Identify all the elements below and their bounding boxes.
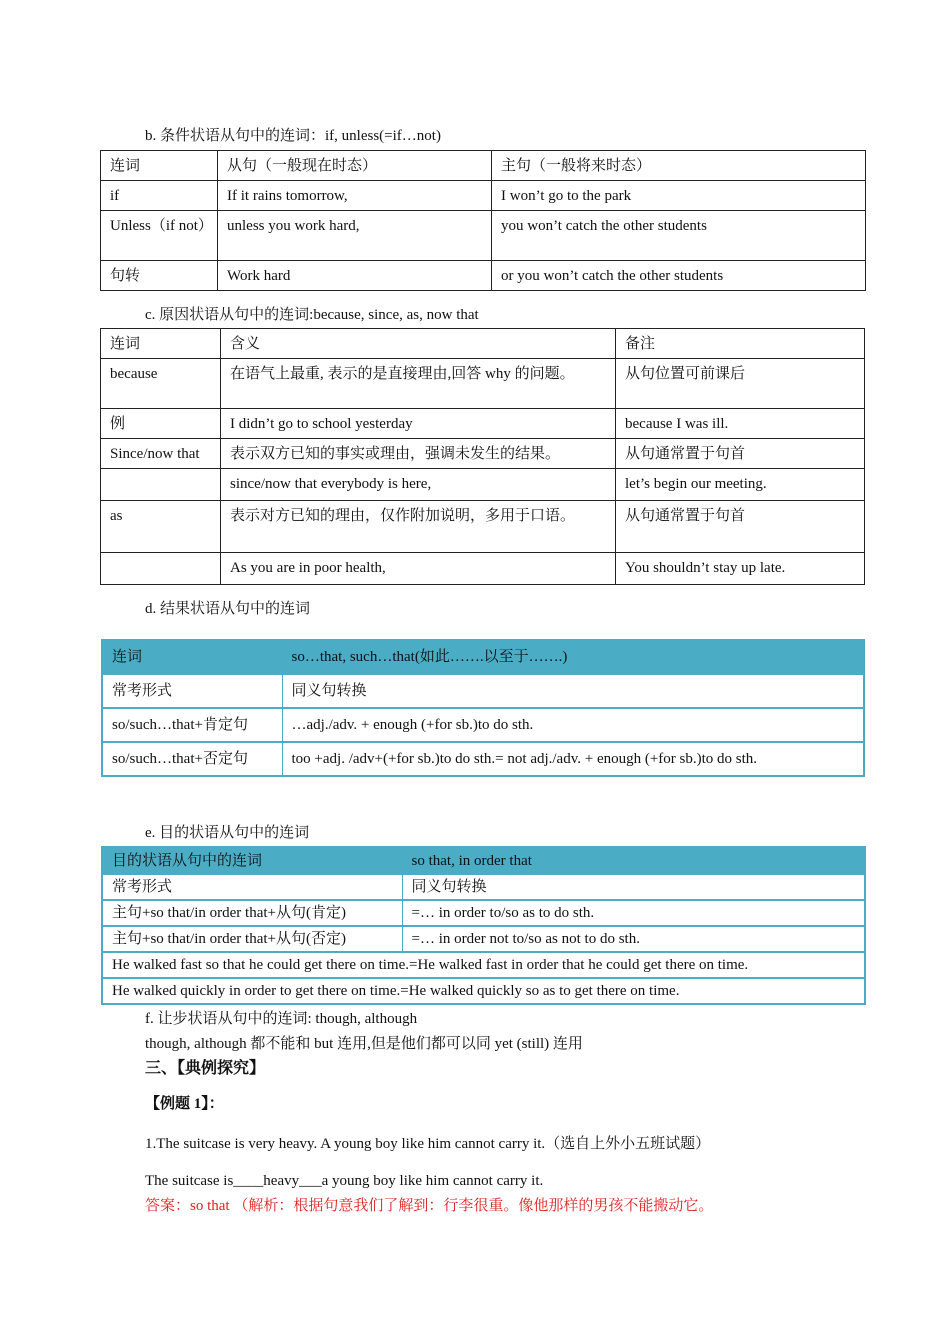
header-cell: 含义 xyxy=(221,329,616,359)
table-row xyxy=(101,359,865,409)
table-row xyxy=(101,181,866,211)
table-row xyxy=(101,409,865,439)
table-cell: or you won’t catch the other students xyxy=(492,261,866,291)
table-cell: so/such…that+肯定句 xyxy=(102,708,282,742)
table-cell xyxy=(101,553,221,585)
example-blank-line: The suitcase is____heavy___a young boy like him cannot carry it. xyxy=(145,1173,544,1189)
purpose-conjunction-table xyxy=(101,846,866,1005)
table-cell: unless you work hard, xyxy=(218,211,492,261)
table-cell: 常考形式 xyxy=(102,674,282,708)
table-cell: you won’t catch the other students xyxy=(492,211,866,261)
table-cell: because I was ill. xyxy=(616,409,865,439)
table-row xyxy=(102,674,864,708)
table-cell: 常考形式 xyxy=(102,874,402,900)
table-cell: =… in order not to/so as not to do sth. xyxy=(402,926,865,952)
section-c-heading: c. 原因状语从句中的连词:because, since, as, now that xyxy=(145,307,479,323)
table-cell: He walked fast so that he could get there on time.=He walked fast in order that he could get there on time. xyxy=(102,952,865,978)
section-title: 三、【典例探究】 xyxy=(145,1060,266,1077)
table-cell: let’s begin our meeting. xyxy=(616,469,865,501)
table-cell: If it rains tomorrow, xyxy=(218,181,492,211)
table-row xyxy=(102,900,865,926)
table-cell: because xyxy=(101,359,221,409)
table-cell: 主句+so that/in order that+从句(否定) xyxy=(102,926,402,952)
table-cell: 同义句转换 xyxy=(282,674,864,708)
table-cell: 句转 xyxy=(101,261,218,291)
result-conjunction-table xyxy=(101,639,865,777)
table-row xyxy=(101,469,865,501)
table-cell: too +adj. /adv+(+for sb.)to do sth.= not adj./adv. + enough (+for sb.)to do sth. xyxy=(282,742,864,776)
table-cell: 在语气上最重, 表示的是直接理由,回答 why 的问题。 xyxy=(221,359,616,409)
table-cell: 表示双方已知的事实或理由，强调未发生的结果。 xyxy=(221,439,616,469)
table-row xyxy=(101,553,865,585)
table-cell: Work hard xyxy=(218,261,492,291)
header-cell: 主句（一般将来时态） xyxy=(492,151,866,181)
cause-conjunction-table xyxy=(100,328,865,585)
header-cell: 连词 xyxy=(101,329,221,359)
table-cell: so/such…that+否定句 xyxy=(102,742,282,776)
table-row xyxy=(102,952,865,978)
table-row xyxy=(101,501,865,553)
section-b-heading: b. 条件状语从句中的连词：if, unless(=if…not) xyxy=(145,128,441,144)
table-header-row xyxy=(101,151,866,181)
example-label: 【例题 1】： xyxy=(145,1096,224,1112)
table-row xyxy=(102,742,864,776)
table-cell: Since/now that xyxy=(101,439,221,469)
header-cell: so…that, such…that(如此…….以至于…….) xyxy=(282,640,864,674)
header-cell: 连词 xyxy=(102,640,282,674)
table-cell xyxy=(101,469,221,501)
table-cell: Unless（if not） xyxy=(101,211,218,261)
table-cell: I didn’t go to school yesterday xyxy=(221,409,616,439)
table-cell: You shouldn’t stay up late. xyxy=(616,553,865,585)
section-f-heading: f. 让步状语从句中的连词: though, although xyxy=(145,1011,418,1027)
table-cell: I won’t go to the park xyxy=(492,181,866,211)
table-row xyxy=(101,211,866,261)
table-cell: 主句+so that/in order that+从句(肯定) xyxy=(102,900,402,926)
table-row xyxy=(102,708,864,742)
conditional-conjunction-table xyxy=(100,150,866,291)
table-cell: As you are in poor health, xyxy=(221,553,616,585)
table-cell: =… in order to/so as to do sth. xyxy=(402,900,865,926)
example-question: 1.The suitcase is very heavy. A young boy like him cannot carry it.（选自上外小五班试题） xyxy=(145,1136,711,1152)
table-row xyxy=(102,926,865,952)
table-cell: 从句通常置于句首 xyxy=(616,439,865,469)
table-cell: …adj./adv. + enough (+for sb.)to do sth. xyxy=(282,708,864,742)
table-cell: 从句位置可前课后 xyxy=(616,359,865,409)
header-cell: 备注 xyxy=(616,329,865,359)
header-cell: 从句（一般现在时态） xyxy=(218,151,492,181)
table-cell: 从句通常置于句首 xyxy=(616,501,865,553)
table-header-row xyxy=(102,847,865,874)
table-row xyxy=(102,978,865,1004)
table-row xyxy=(101,439,865,469)
table-cell: since/now that everybody is here, xyxy=(221,469,616,501)
section-f-note: though, although 都不能和 but 连用,但是他们都可以同 yet (still) 连用 xyxy=(145,1036,583,1052)
table-row xyxy=(102,874,865,900)
table-header-row xyxy=(101,329,865,359)
table-cell: 同义句转换 xyxy=(402,874,865,900)
header-cell: 连词 xyxy=(101,151,218,181)
table-cell: as xyxy=(101,501,221,553)
table-cell: He walked quickly in order to get there on time.=He walked quickly so as to get there on time. xyxy=(102,978,865,1004)
section-e-heading: e. 目的状语从句中的连词 xyxy=(145,825,310,841)
table-cell: if xyxy=(101,181,218,211)
table-cell: 例 xyxy=(101,409,221,439)
table-header-row xyxy=(102,640,864,674)
table-cell: 表示对方已知的理由，仅作附加说明，多用于口语。 xyxy=(221,501,616,553)
header-cell: 目的状语从句中的连词 xyxy=(102,847,402,874)
header-cell: so that, in order that xyxy=(402,847,865,874)
answer-text: 答案：so that （解析：根据句意我们了解到：行李很重。像他那样的男孩不能搬动它。 xyxy=(145,1198,714,1214)
table-row xyxy=(101,261,866,291)
section-d-heading: d. 结果状语从句中的连词 xyxy=(145,601,311,617)
